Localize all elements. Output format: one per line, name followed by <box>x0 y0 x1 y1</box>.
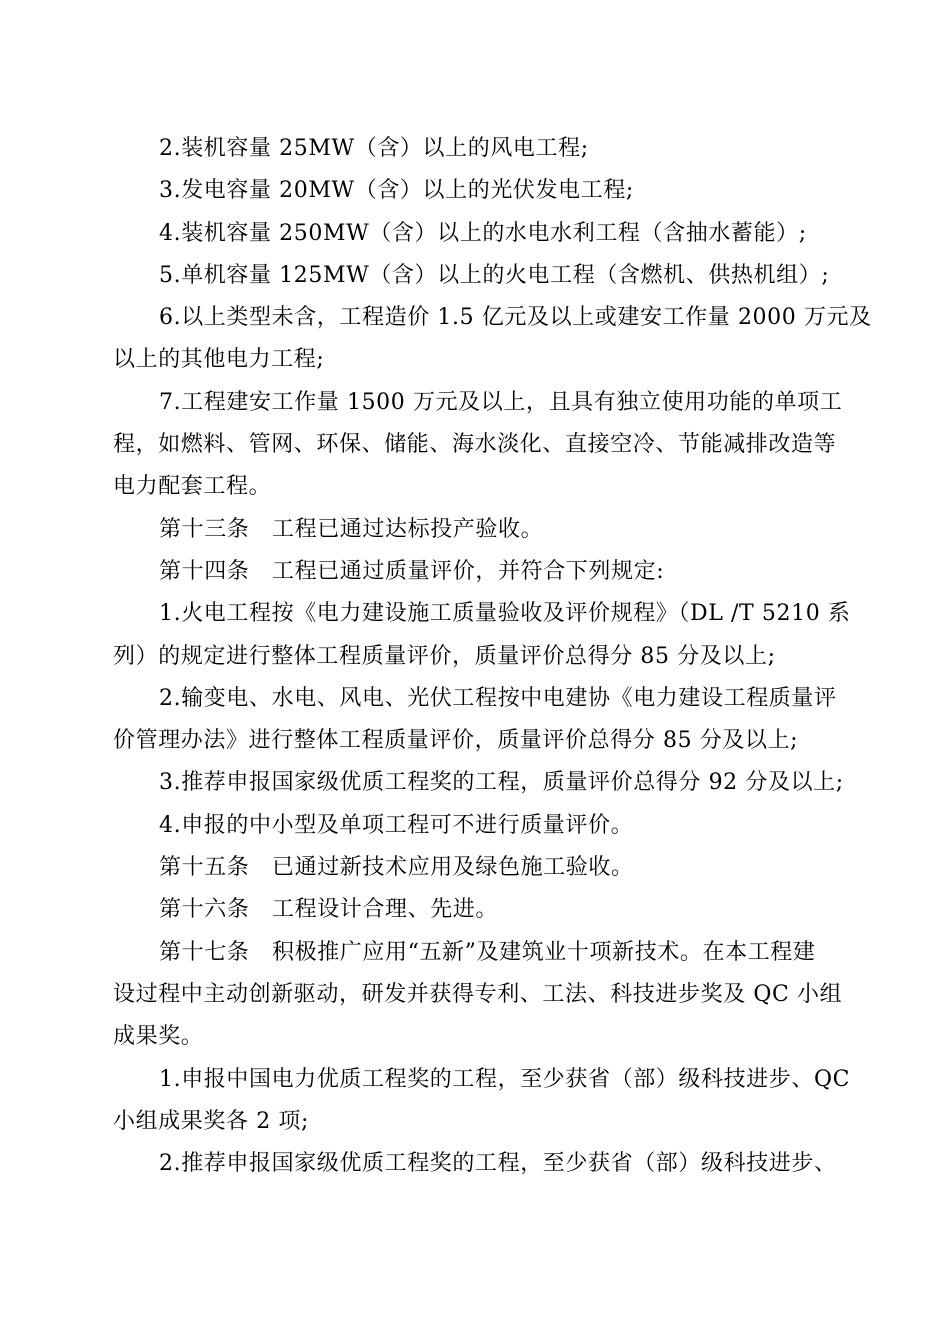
article-13: 第十三条 工程已通过达标投产验收。 <box>159 516 544 542</box>
text-line: 电力配套工程。 <box>113 474 272 500</box>
text-line: 以上的其他电力工程; <box>113 347 325 373</box>
article-14: 第十四条 工程已通过质量评价，并符合下列规定: <box>159 558 665 584</box>
text-line: 成果奖。 <box>113 1024 204 1050</box>
text-line: 3.推荐申报国家级优质工程奖的工程，质量评价总得分 92 分及以上; <box>159 770 844 796</box>
text-line: 2.输变电、水电、风电、光伏工程按中电建协《电力建设工程质量评 <box>159 685 837 711</box>
text-line: 设过程中主动创新驱动，研发并获得专利、工法、科技进步奖及 QC 小组 <box>113 981 843 1007</box>
text-line: 价管理办法》进行整体工程质量评价，质量评价总得分 85 分及以上; <box>113 728 799 754</box>
text-line: 程，如燃料、管网、环保、储能、海水淡化、直接空冷、节能减排改造等 <box>113 432 837 458</box>
text-line: 3.发电容量 20MW（含）以上的光伏发电工程; <box>159 178 634 204</box>
text-line: 列）的规定进行整体工程质量评价，质量评价总得分 85 分及以上; <box>113 643 776 669</box>
text-line: 4.装机容量 250MW（含）以上的水电水利工程（含抽水蓄能）; <box>159 220 807 246</box>
text-line: 2.推荐申报国家级优质工程奖的工程，至少获省（部）级科技进步、 <box>159 1151 837 1177</box>
article-15: 第十五条 已通过新技术应用及绿色施工验收。 <box>159 855 634 881</box>
text-line: 小组成果奖各 2 项; <box>113 1108 309 1134</box>
text-line: 6.以上类型未含，工程造价 1.5 亿元及以上或建安工作量 2000 万元及 <box>159 305 872 331</box>
text-line: 2.装机容量 25MW（含）以上的风电工程; <box>159 136 589 161</box>
article-17: 第十七条 积极推广应用“五新”及建筑业十项新技术。在本工程建 <box>159 939 816 965</box>
text-line: 1.申报中国电力优质工程奖的工程，至少获省（部）级科技进步、QC <box>159 1066 851 1092</box>
text-line: 5.单机容量 125MW（含）以上的火电工程（含燃机、供热机组）; <box>159 262 830 288</box>
document-body <box>113 128 872 1185</box>
text-line: 4.申报的中小型及单项工程可不进行质量评价。 <box>159 812 634 838</box>
article-16: 第十六条 工程设计合理、先进。 <box>159 897 499 923</box>
text-line: 7.工程建安工作量 1500 万元及以上，且具有独立使用功能的单项工 <box>159 389 843 415</box>
text-line: 1.火电工程按《电力建设施工质量验收及评价规程》（DL /T 5210 系 <box>159 601 851 627</box>
